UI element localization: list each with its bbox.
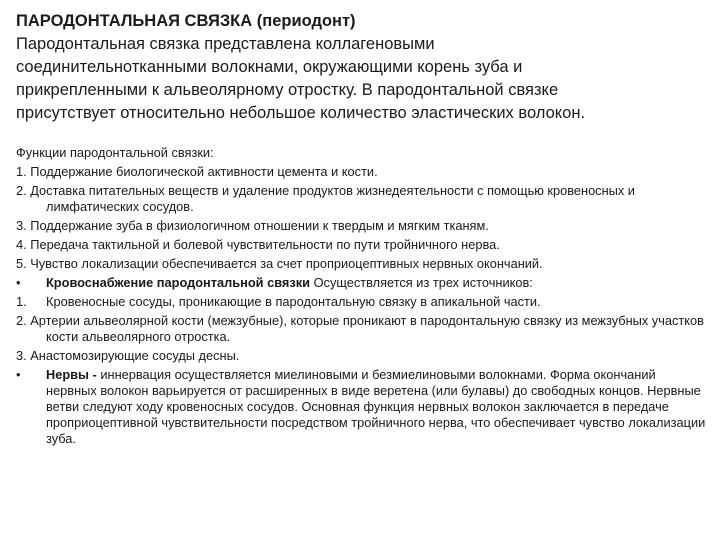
item-text: Передача тактильной и болевой чувствительности по пути тройничного нерва. bbox=[30, 237, 500, 252]
bullet-icon: • bbox=[16, 275, 21, 290]
item-text: Поддержание биологической активности цемента и кости. bbox=[30, 164, 378, 179]
item-text: Артерии альвеолярной кости (межзубные), которые проникают в пародонтальную связку из межзубных участков кости альвеолярного отростка. bbox=[30, 313, 704, 344]
intro-line: соединительнотканными волокнами, окружающими корень зуба и bbox=[16, 58, 523, 76]
blood-supply-bullet bbox=[16, 275, 706, 291]
function-item bbox=[16, 164, 706, 180]
blood-item bbox=[16, 348, 706, 364]
item-marker: 5. bbox=[16, 256, 27, 271]
slide bbox=[16, 10, 706, 450]
nerves-text: иннервация осуществляется миелиновыми и безмиелиновыми волокнами. Форма окончаний нервных волокон варьируется от расширенных в виде веретена (или булавы) до свободных концов. Нервные ветви следуют ходу кровеносных сосудов. Основная функция нервных волокон заключается в передаче проприоцептивной чувствительности посредством тройничного нерва, что обеспечивает чувство локализации зуба. bbox=[46, 367, 706, 446]
item-marker: 2. bbox=[16, 313, 27, 328]
item-marker: 1. bbox=[16, 294, 27, 309]
blood-item bbox=[16, 313, 706, 345]
function-item bbox=[16, 183, 706, 215]
function-item bbox=[16, 256, 706, 272]
item-marker: 3. bbox=[16, 348, 27, 363]
item-marker: 3. bbox=[16, 218, 27, 233]
blood-supply-text: Осуществляется из трех источников: bbox=[310, 275, 533, 290]
intro-line: Пародонтальная связка представлена коллагеновыми bbox=[16, 35, 435, 53]
functions-heading: Функции пародонтальной связки: bbox=[16, 145, 214, 160]
slide-title: ПАРОДОНТАЛЬНАЯ СВЯЗКА bbox=[16, 12, 253, 30]
blood-supply-title: Кровоснабжение пародонтальной связки bbox=[46, 275, 311, 290]
intro-line: присутствует относительно небольшое количество эластических волокон. bbox=[16, 104, 586, 122]
item-marker: 1. bbox=[16, 164, 27, 179]
item-marker: 4. bbox=[16, 237, 27, 252]
function-item bbox=[16, 237, 706, 253]
bullet-icon: • bbox=[16, 367, 21, 382]
item-text: Поддержание зуба в физиологичном отношении к твердым и мягким тканям. bbox=[30, 218, 489, 233]
nerves-title: Нервы - bbox=[46, 367, 97, 382]
blood-item bbox=[16, 294, 706, 310]
item-text: Доставка питательных веществ и удаление продуктов жизнедеятельности с помощью кровеносных и лимфатических сосудов. bbox=[30, 183, 635, 214]
intro-line: прикрепленными к альвеолярному отростку. В пародонтальной связке bbox=[16, 81, 559, 99]
item-text: Кровеносные сосуды, проникающие в пародонтальную связку в апикальной части. bbox=[46, 294, 541, 309]
function-item bbox=[16, 218, 706, 234]
intro-paragraph bbox=[16, 10, 706, 125]
item-text: Анастомозирующие сосуды десны. bbox=[30, 348, 240, 363]
item-text: Чувство локализации обеспечивается за счет проприоцептивных нервных окончаний. bbox=[30, 256, 543, 271]
details-list bbox=[16, 145, 706, 447]
item-marker: 2. bbox=[16, 183, 27, 198]
slide-title-suffix: (периодонт) bbox=[252, 12, 356, 30]
nerves-bullet bbox=[16, 367, 706, 447]
